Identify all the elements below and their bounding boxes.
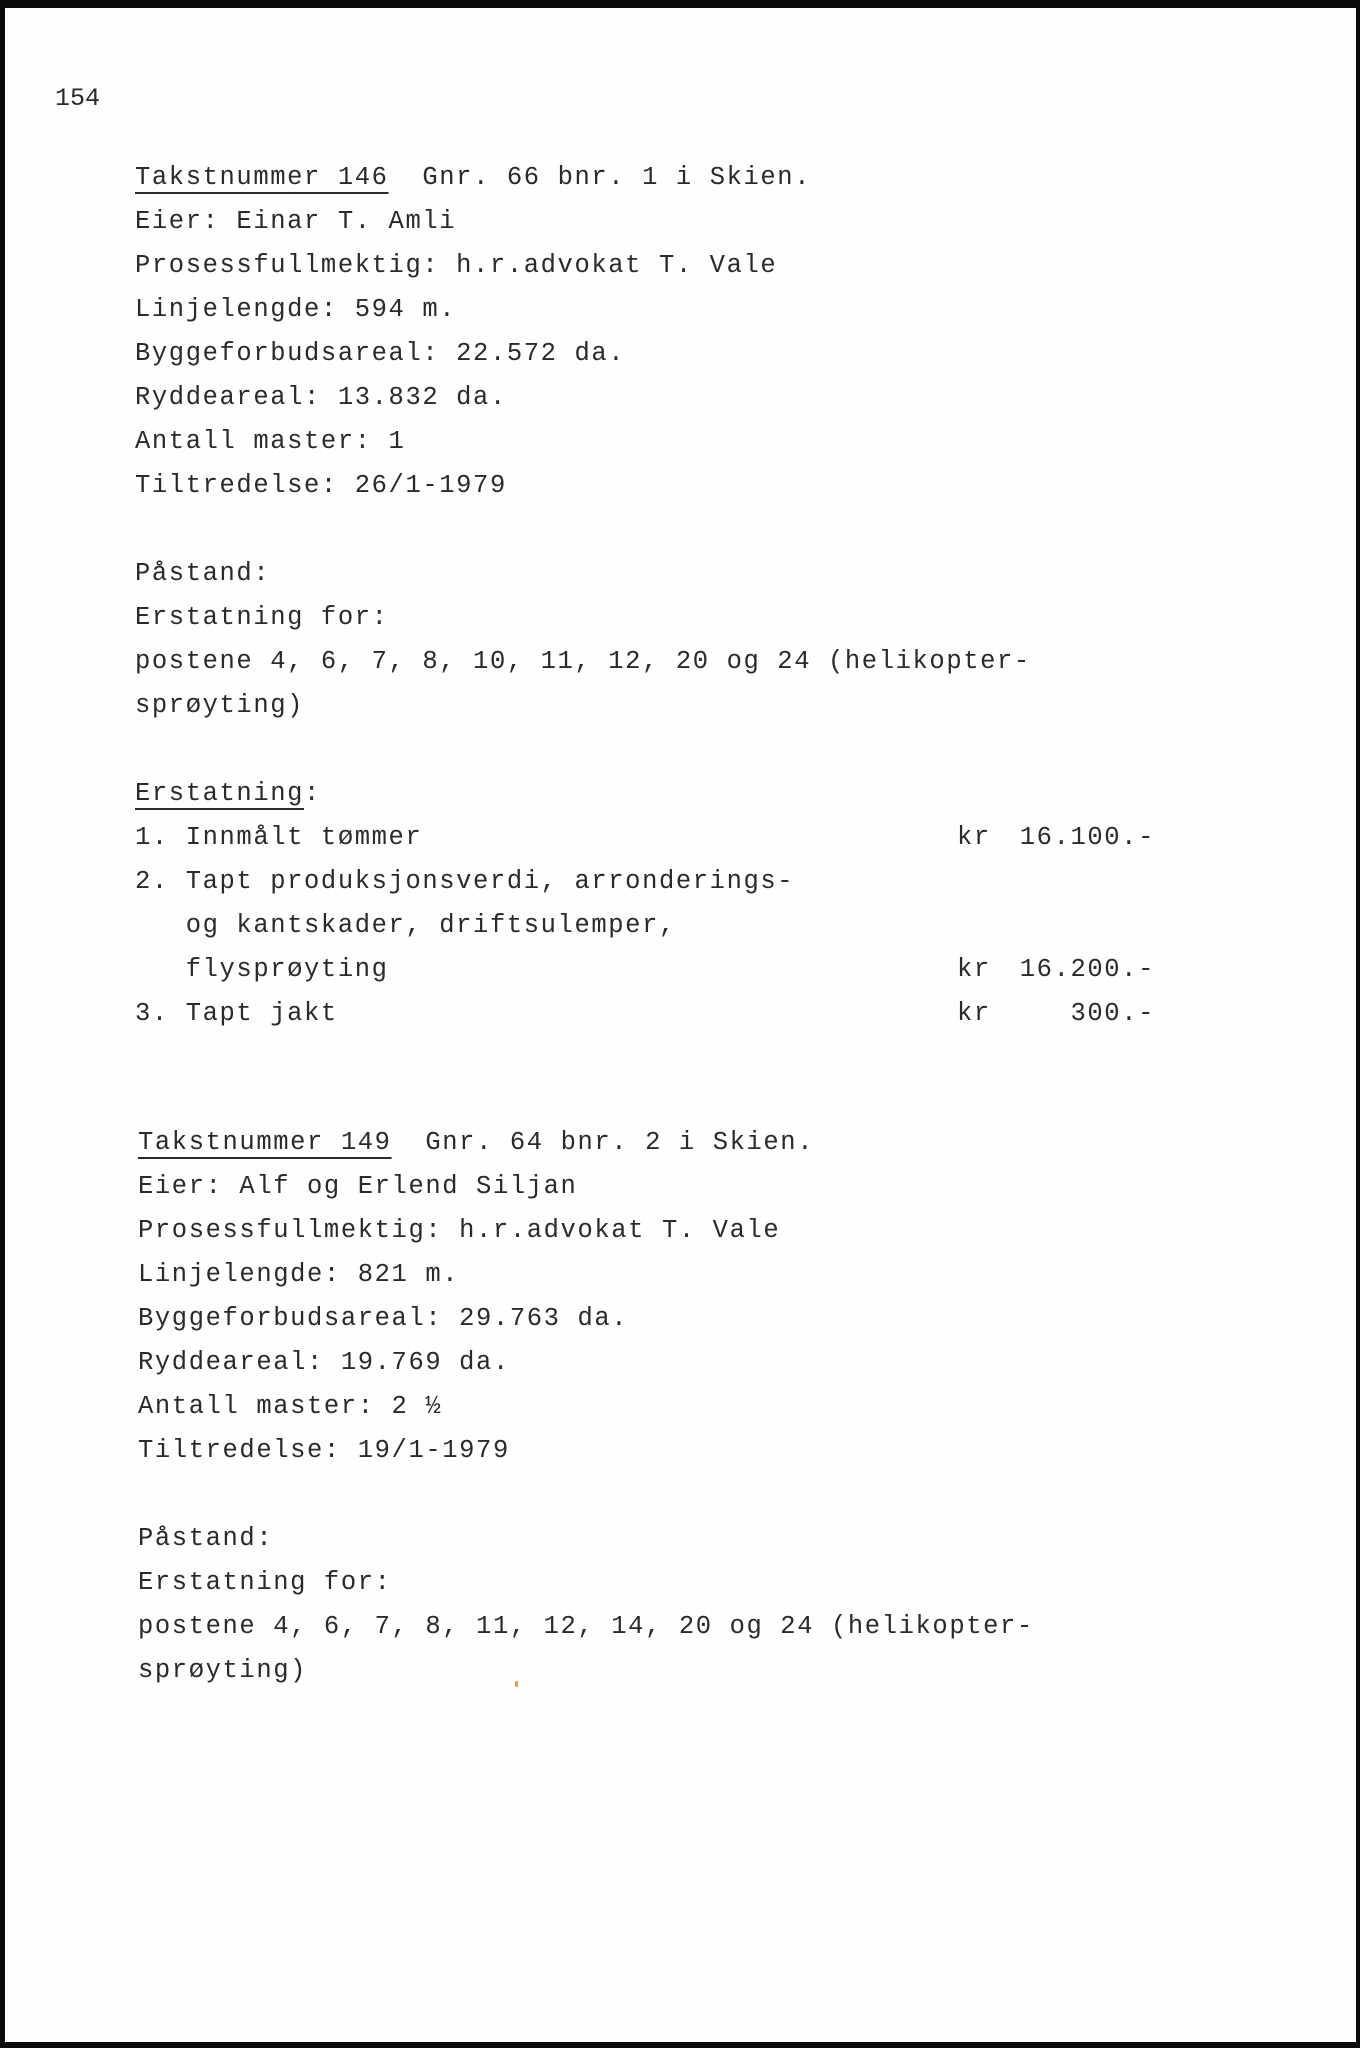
compensation-item-label: og kantskader, driftsulemper,: [135, 911, 676, 940]
claim-items-line: sprøyting): [135, 691, 305, 720]
attorney-line: Prosessfullmektig: h.r.advokat T. Vale: [135, 251, 778, 280]
owner-line: Eier: Einar T. Amli: [135, 207, 457, 236]
compensation-item-label: 3. Tapt jakt: [135, 999, 338, 1028]
attorney-line: Prosessfullmektig: h.r.advokat T. Vale: [138, 1216, 781, 1245]
claim-items-line: postene 4, 6, 7, 8, 10, 11, 12, 20 og 24 (helikopter-: [135, 647, 1031, 676]
compensation-amount: 16.200.-: [1019, 955, 1155, 984]
claim-items-line: sprøyting): [138, 1656, 308, 1685]
building-ban-area: Byggeforbudsareal: 22.572 da.: [135, 339, 626, 368]
accession-date: Tiltredelse: 26/1-1979: [135, 471, 507, 500]
claim-title: Påstand:: [135, 559, 271, 588]
compensation-amount: 16.100.-: [1019, 823, 1155, 852]
claim-items-line: postene 4, 6, 7, 8, 11, 12, 14, 20 og 24 (helikopter-: [138, 1612, 1034, 1641]
section-heading: [138, 1128, 814, 1158]
takst-number-label: Takstnummer 146: [135, 163, 389, 192]
currency-label: kr: [957, 823, 991, 852]
owner-line: Eier: Alf og Erlend Siljan: [138, 1172, 578, 1201]
building-ban-area: Byggeforbudsareal: 29.763 da.: [138, 1304, 629, 1333]
compensation-item-label: 1. Innmålt tømmer: [135, 823, 423, 852]
line-length: Linjelengde: 594 m.: [135, 295, 457, 324]
mast-count: Antall master: 2 ½: [138, 1392, 443, 1421]
mast-count: Antall master: 1: [135, 427, 406, 456]
document-page: [5, 8, 1356, 2042]
currency-label: kr: [957, 955, 991, 984]
currency-label: kr: [957, 999, 991, 1028]
claim-title: Påstand:: [138, 1524, 274, 1553]
section-heading: [135, 163, 811, 193]
claim-subtitle: Erstatning for:: [135, 603, 389, 632]
clearing-area: Ryddeareal: 19.769 da.: [138, 1348, 510, 1377]
clearing-area: Ryddeareal: 13.832 da.: [135, 383, 507, 412]
takst-number-label: Takstnummer 149: [138, 1128, 392, 1157]
property-location: Gnr. 66 bnr. 1 i Skien.: [422, 163, 812, 192]
compensation-item-label: flysprøyting: [135, 955, 389, 984]
compensation-title: Erstatning:: [135, 779, 321, 808]
line-length: Linjelengde: 821 m.: [138, 1260, 460, 1289]
compensation-amount: 300.-: [1070, 999, 1155, 1028]
claim-subtitle: Erstatning for:: [138, 1568, 392, 1597]
property-location: Gnr. 64 bnr. 2 i Skien.: [425, 1128, 815, 1157]
scan-speck: [515, 1681, 518, 1687]
compensation-item-label: 2. Tapt produksjonsverdi, arronderings-: [135, 867, 795, 896]
page-number: 154: [55, 84, 101, 113]
accession-date: Tiltredelse: 19/1-1979: [138, 1436, 510, 1465]
